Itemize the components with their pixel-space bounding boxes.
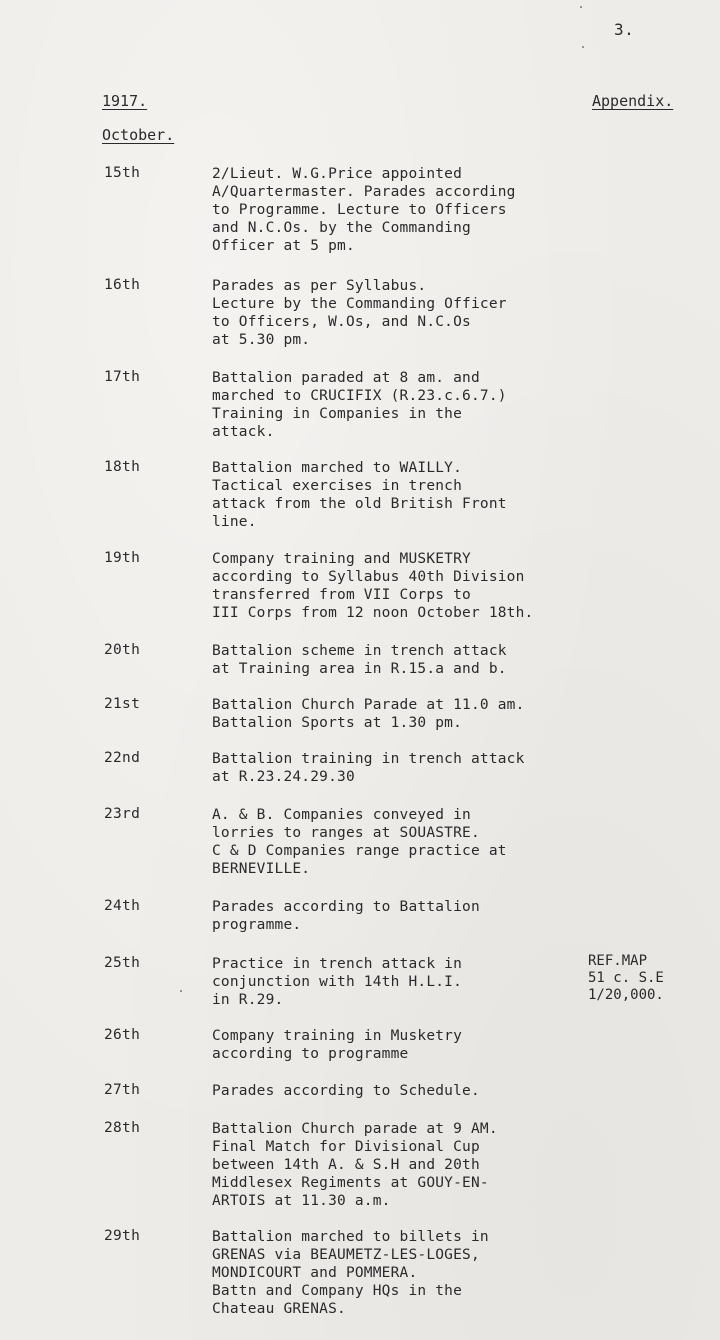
entry-text: Battalion Church Parade at 11.0 am. Battalion Sports at 1.30 pm. bbox=[212, 697, 525, 731]
entry-date: 21st bbox=[104, 696, 141, 712]
entry-date: 18th bbox=[104, 459, 141, 475]
entry-text: 2/Lieut. W.G.Price appointed A/Quartermaster. Parades according to Programme. Lecture to Officers and N.C.Os. by the Commanding Officer at 5 pm. bbox=[212, 166, 516, 254]
entry-text: Battalion marched to WAILLY. Tactical exercises in trench attack from the old British Front line. bbox=[212, 460, 507, 530]
entry-date: 22nd bbox=[104, 750, 141, 766]
entry-date: 29th bbox=[104, 1228, 141, 1244]
entry-date: 19th bbox=[104, 550, 141, 566]
entry-date: 26th bbox=[104, 1027, 141, 1043]
paper-speck bbox=[180, 990, 182, 992]
entry-date: 16th bbox=[104, 277, 141, 293]
entry-text: Company training in Musketry according to programme bbox=[212, 1028, 463, 1062]
entry-text: Battalion marched to billets in GRENAS via BEAUMETZ-LES-LOGES, MONDICOURT and POMMERA. Battn and Company HQs in the Chateau GRENAS. bbox=[212, 1229, 489, 1317]
entry-text: Battalion paraded at 8 am. and marched to CRUCIFIX (R.23.c.6.7.) Training in Companies in the attack. bbox=[212, 370, 507, 440]
paper-speck bbox=[582, 46, 584, 48]
entry-text: A. & B. Companies conveyed in lorries to ranges at SOUASTRE. C & D Companies range practice at BERNEVILLE. bbox=[212, 807, 507, 877]
entry-text: Company training and MUSKETRY according to Syllabus 40th Division transferred from VII Corps to III Corps from 12 noon October 18th. bbox=[212, 551, 534, 621]
entry-date: 20th bbox=[104, 642, 141, 658]
entry-text: Parades as per Syllabus. Lecture by the Commanding Officer to Officers, W.Os, and N.C.Os at 5.30 pm. bbox=[212, 278, 507, 348]
entry-date: 17th bbox=[104, 369, 141, 385]
entry-text: Parades according to Battalion programme. bbox=[212, 899, 480, 933]
map-reference-note: REF.MAP 51 c. S.E 1/20,000. bbox=[588, 953, 664, 1003]
page-number: 3. bbox=[614, 20, 635, 39]
paper-speck bbox=[580, 6, 582, 8]
year-heading: 1917. bbox=[102, 92, 148, 110]
entry-text: Practice in trench attack in conjunction with 14th H.L.I. in R.29. bbox=[212, 956, 463, 1008]
entry-date: 24th bbox=[104, 898, 141, 914]
entry-date: 15th bbox=[104, 165, 141, 181]
month-heading: October. bbox=[102, 126, 175, 144]
appendix-heading: Appendix. bbox=[592, 92, 674, 110]
entry-text: Parades according to Schedule. bbox=[212, 1083, 480, 1099]
entry-text: Battalion training in trench attack at R.23.24.29.30 bbox=[212, 751, 525, 785]
entry-date: 25th bbox=[104, 955, 141, 971]
entry-date: 27th bbox=[104, 1082, 141, 1098]
entry-date: 28th bbox=[104, 1120, 141, 1136]
entry-text: Battalion scheme in trench attack at Training area in R.15.a and b. bbox=[212, 643, 507, 677]
entry-date: 23rd bbox=[104, 806, 141, 822]
entry-text: Battalion Church parade at 9 AM. Final Match for Divisional Cup between 14th A. & S.H and 20th Middlesex Regiments at GOUY-EN- ARTOIS at 11.30 a.m. bbox=[212, 1121, 498, 1209]
